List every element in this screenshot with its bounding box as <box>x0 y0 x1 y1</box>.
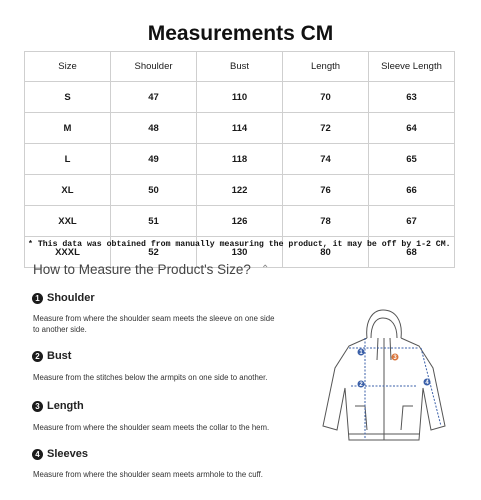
measurement-disclaimer: * This data was obtained from manually measuring the product, it may be off by 1-2 CM. <box>28 240 451 249</box>
step-title-text: Length <box>47 400 84 412</box>
table-cell: 64 <box>369 113 455 144</box>
page-title: Measurements CM <box>147 22 334 45</box>
table-cell: 122 <box>197 175 283 206</box>
howto-heading: How to Measure the Product's Size? <box>33 262 251 277</box>
step-shoulder-title <box>32 292 95 304</box>
table-cell: 47 <box>111 82 197 113</box>
column-header: Length <box>283 52 369 82</box>
svg-text:4: 4 <box>425 380 429 387</box>
step-number-badge: 4 <box>32 449 43 460</box>
svg-text:3: 3 <box>393 355 397 362</box>
table-cell: 74 <box>283 144 369 175</box>
table-cell: S <box>25 82 111 113</box>
column-header: Bust <box>197 52 283 82</box>
column-header: Shoulder <box>111 52 197 82</box>
column-header: Sleeve Length <box>369 52 455 82</box>
table-cell: 52 <box>111 237 197 268</box>
svg-text:2: 2 <box>359 382 363 389</box>
table-cell: 66 <box>369 175 455 206</box>
table-cell: 63 <box>369 82 455 113</box>
step-number-badge: 2 <box>32 351 43 362</box>
howto-section-header[interactable] <box>33 262 269 277</box>
step-title-text: Sleeves <box>47 448 88 460</box>
hoodie-icon <box>315 308 455 443</box>
step-number-badge: 3 <box>32 401 43 412</box>
step-bust-description: Measure from the stitches below the armpits on one side to another. <box>33 373 268 382</box>
table-row <box>25 113 455 144</box>
table-cell: 65 <box>369 144 455 175</box>
table-header-row <box>25 52 455 82</box>
table-cell: 68 <box>369 237 455 268</box>
hoodie-measurement-diagram <box>315 308 455 448</box>
table-row <box>25 144 455 175</box>
table-cell: 80 <box>283 237 369 268</box>
table-cell: 76 <box>283 175 369 206</box>
table-cell: 78 <box>283 206 369 237</box>
table-cell: 118 <box>197 144 283 175</box>
table-cell: 114 <box>197 113 283 144</box>
table-cell: XXXL <box>25 237 111 268</box>
step-number-badge: 1 <box>32 293 43 304</box>
step-length-title <box>32 400 84 412</box>
chevron-up-icon[interactable]: ⌃ <box>260 264 270 275</box>
table-cell: 48 <box>111 113 197 144</box>
table-row <box>25 175 455 206</box>
table-cell: 67 <box>369 206 455 237</box>
table-cell: 72 <box>283 113 369 144</box>
step-length-description: Measure from where the shoulder seam meets the collar to the hem. <box>33 423 270 432</box>
svg-text:1: 1 <box>359 350 363 357</box>
table-cell: 126 <box>197 206 283 237</box>
table-cell: 50 <box>111 175 197 206</box>
table-cell: L <box>25 144 111 175</box>
step-title-text: Bust <box>47 350 72 362</box>
table-cell: 130 <box>197 237 283 268</box>
table-cell: XL <box>25 175 111 206</box>
size-chart-table <box>24 51 455 268</box>
table-cell: 110 <box>197 82 283 113</box>
step-title-text: Shoulder <box>47 292 95 304</box>
step-sleeves-description: Measure from where the shoulder seam meets armhole to the cuff. <box>33 470 263 479</box>
table-row <box>25 82 455 113</box>
step-sleeves-title <box>32 448 88 460</box>
table-cell: 49 <box>111 144 197 175</box>
table-cell: 70 <box>283 82 369 113</box>
step-bust-title <box>32 350 71 362</box>
table-cell: XXL <box>25 206 111 237</box>
step-shoulder-description: Measure from where the shoulder seam meets the sleeve on one side to another side. <box>33 314 275 334</box>
table-cell: 51 <box>111 206 197 237</box>
table-cell: M <box>25 113 111 144</box>
column-header: Size <box>25 52 111 82</box>
table-row <box>25 206 455 237</box>
